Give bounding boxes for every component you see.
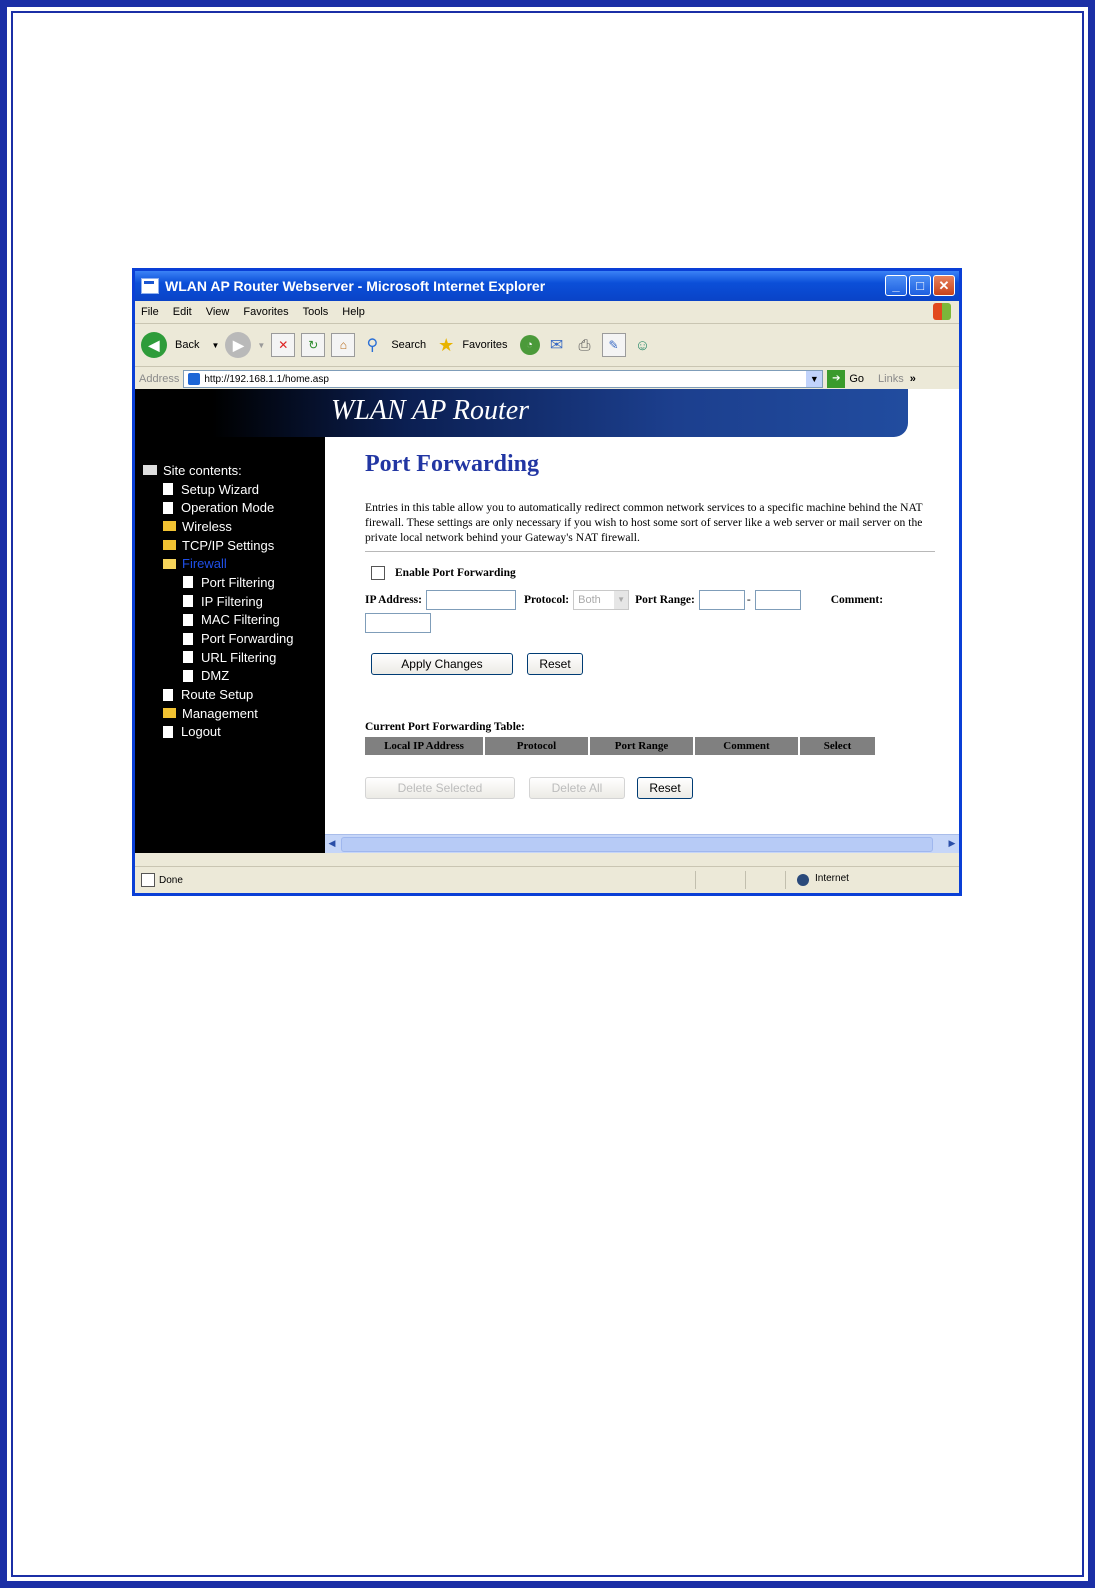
search-icon[interactable]: ⚲ bbox=[366, 337, 379, 354]
close-button[interactable]: ✕ bbox=[933, 275, 955, 296]
address-dropdown-icon[interactable]: ▼ bbox=[806, 371, 822, 387]
horizontal-scrollbar[interactable] bbox=[325, 834, 959, 853]
back-dropdown-icon[interactable]: ▼ bbox=[211, 340, 220, 350]
tree-item-label[interactable]: DMZ bbox=[201, 668, 230, 684]
edit-icon[interactable]: ✎ bbox=[602, 333, 626, 357]
address-input[interactable] bbox=[183, 370, 823, 388]
tree-item-label[interactable]: URL Filtering bbox=[201, 649, 277, 665]
tree-item-tcpip-settings[interactable] bbox=[143, 536, 293, 555]
forward-arrow-icon[interactable]: ▶ bbox=[225, 332, 251, 358]
tree-root-label: Site contents: bbox=[163, 462, 242, 478]
divider bbox=[365, 551, 935, 552]
go-arrow-icon[interactable]: ➔ bbox=[827, 370, 845, 388]
tree-item-operation-mode[interactable] bbox=[143, 498, 293, 517]
folder-icon bbox=[163, 521, 176, 531]
tree-item-label[interactable]: TCP/IP Settings bbox=[182, 537, 275, 553]
tree-item-port-filtering[interactable] bbox=[143, 573, 293, 592]
header-banner bbox=[135, 389, 908, 437]
print-icon[interactable]: ⎙ bbox=[578, 336, 591, 354]
stop-icon[interactable]: ✕ bbox=[271, 333, 295, 357]
comment-label: Comment: bbox=[830, 594, 884, 606]
scrollbar-thumb[interactable] bbox=[341, 837, 933, 852]
tree-item-wireless[interactable] bbox=[143, 517, 293, 536]
enable-port-forwarding-label: Enable Port Forwarding bbox=[395, 567, 516, 579]
tree-item-setup-wizard[interactable] bbox=[143, 480, 293, 499]
title-bar bbox=[135, 271, 959, 301]
address-url[interactable]: http://192.168.1.1/home.asp bbox=[204, 373, 329, 385]
browser-window bbox=[132, 268, 962, 896]
tree-item-firewall[interactable] bbox=[143, 554, 293, 573]
page-icon bbox=[163, 689, 173, 701]
menu-edit[interactable]: Edit bbox=[172, 306, 192, 318]
search-button-label[interactable]: Search bbox=[391, 339, 427, 351]
tree-item-port-forwarding[interactable] bbox=[143, 629, 293, 648]
tree-item-label[interactable]: Port Forwarding bbox=[201, 631, 294, 647]
menu-help[interactable]: Help bbox=[342, 306, 365, 318]
banner-title: WLAN AP Router bbox=[331, 395, 530, 426]
entry-row bbox=[365, 590, 935, 633]
port-forwarding-form bbox=[365, 451, 935, 799]
enable-row bbox=[365, 566, 935, 580]
folder-open-icon bbox=[163, 559, 176, 569]
form-buttons bbox=[365, 653, 935, 675]
scroll-right-icon[interactable]: ▶ bbox=[948, 838, 956, 848]
status-text: Done bbox=[159, 874, 183, 886]
scroll-left-icon[interactable]: ◀ bbox=[328, 838, 336, 848]
page-icon bbox=[163, 502, 173, 514]
status-separator bbox=[695, 871, 696, 889]
delete-selected-button[interactable]: Delete Selected bbox=[365, 777, 515, 799]
window-title: WLAN AP Router Webserver - Microsoft Internet Explorer bbox=[165, 278, 546, 294]
toolbar bbox=[135, 324, 959, 367]
column-select: Select bbox=[800, 737, 875, 755]
delete-all-button[interactable]: Delete All bbox=[529, 777, 625, 799]
page-icon bbox=[183, 633, 193, 645]
port-forwarding-table bbox=[365, 737, 935, 755]
tree-item-label[interactable]: IP Filtering bbox=[201, 593, 263, 609]
window-controls bbox=[885, 275, 955, 296]
tree-item-label[interactable]: Port Filtering bbox=[201, 574, 275, 590]
menu-favorites[interactable]: Favorites bbox=[243, 306, 289, 318]
page-status-icon bbox=[141, 873, 155, 887]
home-icon[interactable]: ⌂ bbox=[331, 333, 355, 357]
tree-item-url-filtering[interactable] bbox=[143, 648, 293, 667]
back-arrow-icon[interactable]: ◀ bbox=[141, 332, 167, 358]
column-comment: Comment bbox=[695, 737, 798, 755]
page-icon bbox=[163, 726, 173, 738]
tree-item-label[interactable]: MAC Filtering bbox=[201, 612, 280, 628]
tree-item-route-setup[interactable] bbox=[143, 685, 293, 704]
status-separator bbox=[785, 871, 786, 889]
page-title: Port Forwarding bbox=[365, 451, 539, 477]
favorites-star-icon[interactable]: ★ bbox=[438, 334, 455, 355]
port-range-end-input[interactable] bbox=[755, 590, 801, 610]
tree-item-label[interactable]: Setup Wizard bbox=[181, 481, 260, 497]
messenger-icon[interactable]: ☺ bbox=[634, 336, 651, 354]
column-local-ip: Local IP Address bbox=[365, 737, 483, 755]
page-icon bbox=[183, 614, 193, 626]
forward-dropdown-icon[interactable]: ▼ bbox=[257, 340, 266, 350]
port-range-label: Port Range: bbox=[635, 594, 695, 606]
protocol-label: Protocol: bbox=[523, 594, 570, 606]
page-icon bbox=[183, 576, 193, 588]
globe-icon bbox=[797, 874, 809, 886]
menu-view[interactable]: View bbox=[205, 306, 230, 318]
go-button-label[interactable]: Go bbox=[849, 373, 865, 385]
zone-label: Internet bbox=[815, 873, 849, 884]
page-icon bbox=[188, 373, 200, 385]
windows-logo-icon bbox=[933, 303, 951, 320]
minimize-button[interactable]: _ bbox=[885, 275, 907, 296]
apply-changes-button[interactable]: Apply Changes bbox=[371, 653, 513, 675]
chevron-down-icon[interactable]: ▼ bbox=[614, 591, 628, 609]
ie-window-icon bbox=[141, 278, 159, 294]
page-icon bbox=[183, 595, 193, 607]
column-port-range: Port Range bbox=[590, 737, 693, 755]
favorites-button-label[interactable]: Favorites bbox=[462, 339, 508, 351]
history-icon[interactable]: ◔ bbox=[520, 335, 540, 355]
address-label: Address bbox=[139, 373, 180, 385]
computer-icon bbox=[143, 465, 157, 475]
port-range-separator: - bbox=[746, 594, 751, 606]
page-icon bbox=[183, 670, 193, 682]
tree-item-label[interactable]: Logout bbox=[181, 724, 221, 740]
maximize-button[interactable]: □ bbox=[909, 275, 931, 296]
mail-icon[interactable]: ✉ bbox=[549, 337, 564, 354]
tree-item-mac-filtering[interactable] bbox=[143, 611, 293, 630]
tree-root bbox=[143, 461, 293, 480]
ip-address-label: IP Address: bbox=[365, 594, 422, 606]
tree-item-label[interactable]: Wireless bbox=[182, 518, 232, 534]
protocol-value[interactable]: Both bbox=[578, 594, 601, 606]
refresh-icon[interactable]: ↻ bbox=[301, 333, 325, 357]
page-viewport bbox=[135, 389, 959, 853]
status-separator bbox=[745, 871, 746, 889]
folder-icon bbox=[163, 540, 176, 550]
table-buttons bbox=[365, 777, 935, 799]
tree-item-label[interactable]: Operation Mode bbox=[181, 500, 275, 516]
menu-tools[interactable]: Tools bbox=[302, 306, 329, 318]
status-bar bbox=[135, 866, 959, 893]
menu-file[interactable]: File bbox=[141, 306, 159, 318]
tree-item-label[interactable]: Management bbox=[182, 705, 258, 721]
port-range-start-input[interactable] bbox=[699, 590, 745, 610]
links-chevron-icon[interactable]: » bbox=[909, 373, 916, 385]
reset-button[interactable]: Reset bbox=[527, 653, 583, 675]
tree-item-label[interactable]: Route Setup bbox=[181, 687, 254, 703]
tree-item-management[interactable] bbox=[143, 704, 293, 723]
site-tree bbox=[143, 461, 293, 741]
enable-port-forwarding-checkbox[interactable] bbox=[371, 566, 385, 580]
back-button-label[interactable]: Back bbox=[175, 339, 200, 351]
links-label[interactable]: Links bbox=[878, 373, 904, 385]
ip-address-input[interactable] bbox=[426, 590, 516, 610]
page-icon bbox=[183, 651, 193, 663]
comment-input[interactable] bbox=[365, 613, 431, 633]
tree-item-ip-filtering[interactable] bbox=[143, 592, 293, 611]
tree-item-dmz[interactable] bbox=[143, 667, 293, 686]
table-title: Current Port Forwarding Table: bbox=[365, 721, 525, 733]
page-description: Entries in this table allow you to automatically redirect common network services to a specific machine behind the NAT firewall. These settings are only necessary if you wish to host some sort of server like a web server or mail server on the private local network behind your Gateway's NAT firewall. bbox=[365, 501, 923, 544]
table-reset-button[interactable]: Reset bbox=[637, 777, 693, 799]
tree-item-label[interactable]: Firewall bbox=[182, 556, 227, 572]
column-protocol: Protocol bbox=[485, 737, 588, 755]
protocol-select[interactable] bbox=[573, 590, 629, 610]
page-icon bbox=[163, 483, 173, 495]
folder-icon bbox=[163, 708, 176, 718]
menu-bar bbox=[135, 301, 959, 324]
tree-item-logout[interactable] bbox=[143, 723, 293, 742]
